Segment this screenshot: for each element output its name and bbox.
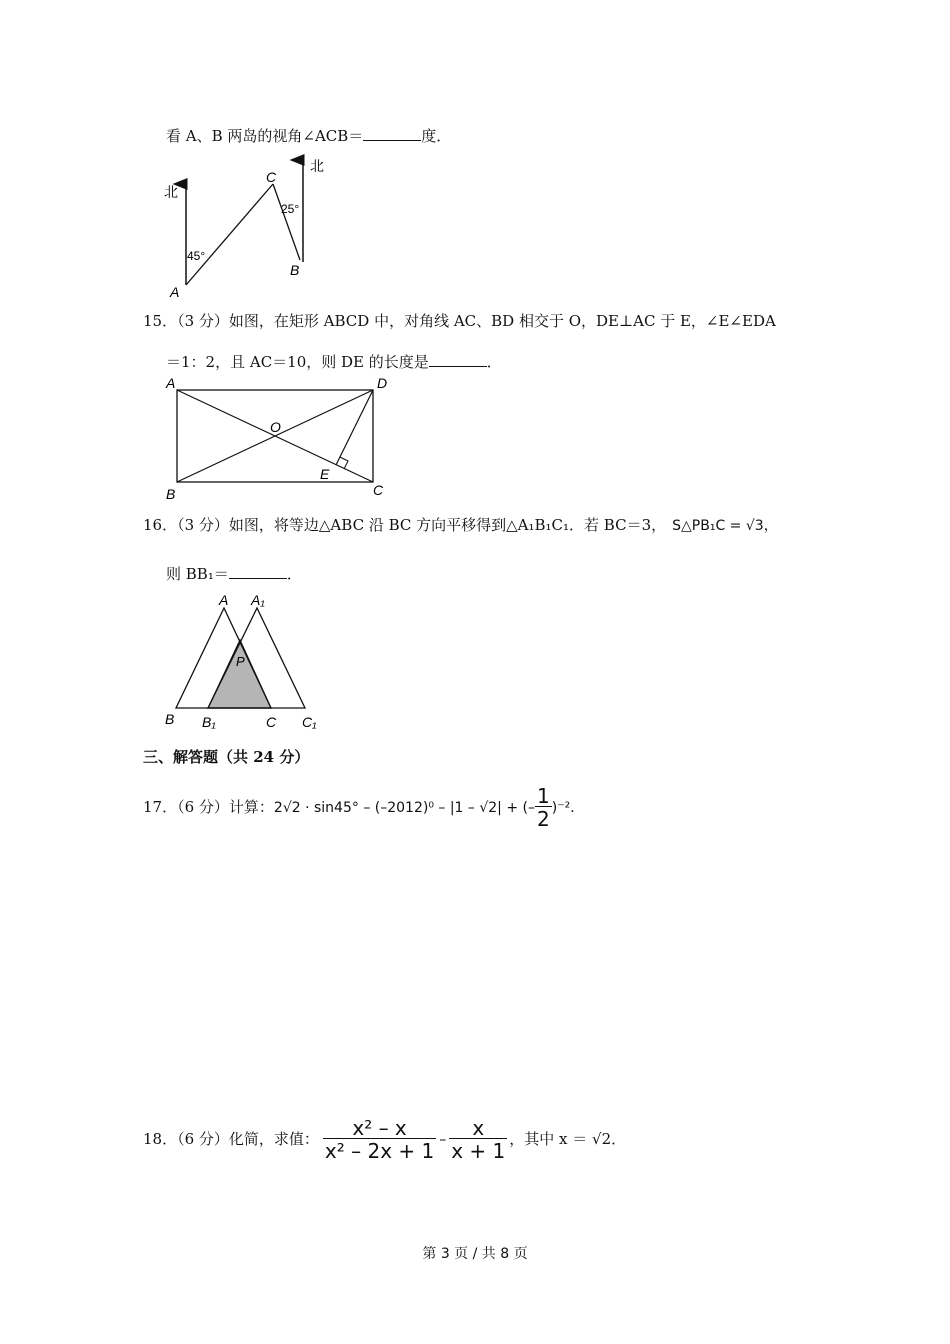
q16-point-a1: A₁ (251, 592, 265, 608)
q18-suffix: ，其中 x ＝ √2． (509, 1130, 627, 1148)
q14-segment-cb (273, 184, 300, 260)
q16-line1 (143, 518, 778, 533)
q16-line2-suffix: ． (286, 565, 302, 583)
q15-point-b: B (166, 486, 176, 502)
q14-point-a: A (170, 284, 180, 300)
q16-line2-prefix: 则 BB₁＝ (166, 565, 229, 583)
q15-point-c: C (373, 482, 384, 498)
q16-point-c: C (266, 714, 277, 730)
q14-figure (160, 152, 340, 302)
q16-figure (160, 590, 340, 735)
q17-expression-tail: )⁻²． (551, 799, 585, 816)
q15-point-o: O (270, 419, 281, 435)
q17-line (143, 786, 584, 829)
q15-point-e: E (320, 466, 330, 482)
q17-prefix: 17．（6 分）计算： (143, 798, 274, 816)
q18-fraction-1-denominator: x² – 2x + 1 (324, 1139, 435, 1163)
q16-answer-blank (229, 563, 287, 579)
q15-point-d: D (377, 375, 388, 391)
q16-point-p: P (236, 654, 245, 669)
q14-answer-blank (363, 125, 421, 141)
q14-tail-prefix: 看 A、B 两岛的视角∠ACB＝ (166, 127, 364, 145)
section-3-title: 三、解答题（共 24 分） (143, 748, 310, 766)
q15-segment-de (336, 390, 373, 465)
q17-fraction (535, 786, 552, 829)
q14-point-b: B (290, 262, 300, 278)
q18-fraction-1 (323, 1118, 436, 1161)
q15-point-a: A (166, 375, 176, 391)
q18-line (143, 1118, 626, 1161)
q18-fraction-1-numerator: x² – x (352, 1116, 407, 1140)
q16-line1-text: 16．（3 分）如图，将等边△ABC 沿 BC 方向平移得到△A₁B₁C₁．若 BC＝3， (143, 516, 667, 534)
q16-point-a: A (219, 592, 229, 608)
q14-segment-ac (186, 184, 273, 285)
q16-point-b1: B₁ (202, 714, 216, 730)
q16-area-expression: S△PB₁C = √3， (672, 518, 778, 534)
q14-angle-45: 45° (187, 249, 206, 263)
q18-minus-sign: – (439, 1131, 447, 1148)
q15-answer-blank (429, 351, 487, 367)
page-footer: 第 3 页 / 共 8 页 (422, 1246, 528, 1262)
q16-line2 (166, 563, 302, 582)
q18-fraction-2 (449, 1118, 507, 1161)
q15-line2-prefix: ＝1：2，且 AC＝10，则 DE 的长度是 (166, 353, 429, 371)
q14-north-label-left: 北 (164, 184, 178, 200)
q16-point-c1: C₁ (302, 714, 317, 730)
q18-prefix: 18．（6 分）化简，求值： (143, 1130, 319, 1148)
q15-line2 (166, 351, 502, 370)
q14-point-c: C (266, 169, 277, 185)
q17-fraction-numerator: 1 (537, 784, 550, 808)
q17-expression: 2√2 · sin45° – (–2012)⁰ – |1 – √2| + (– (273, 799, 535, 816)
q15-figure (160, 372, 400, 502)
q16-shaded-triangle-pb1c (208, 640, 271, 708)
q17-fraction-denominator: 2 (537, 807, 550, 831)
q15-line2-suffix: ． (486, 353, 502, 371)
q18-fraction-2-denominator: x + 1 (451, 1139, 506, 1163)
q15-line1: 15．（3 分）如图，在矩形 ABCD 中，对角线 AC、BD 相交于 O，DE⊥AC 于 E，∠E∠EDA (143, 312, 776, 330)
q16-point-b: B (165, 711, 175, 727)
q14-north-label-right: 北 (310, 158, 324, 174)
q14-angle-25: 25° (281, 202, 300, 216)
q14-tail-line (166, 125, 451, 144)
q18-fraction-2-numerator: x (472, 1116, 485, 1140)
q14-tail-suffix: 度． (421, 127, 452, 145)
